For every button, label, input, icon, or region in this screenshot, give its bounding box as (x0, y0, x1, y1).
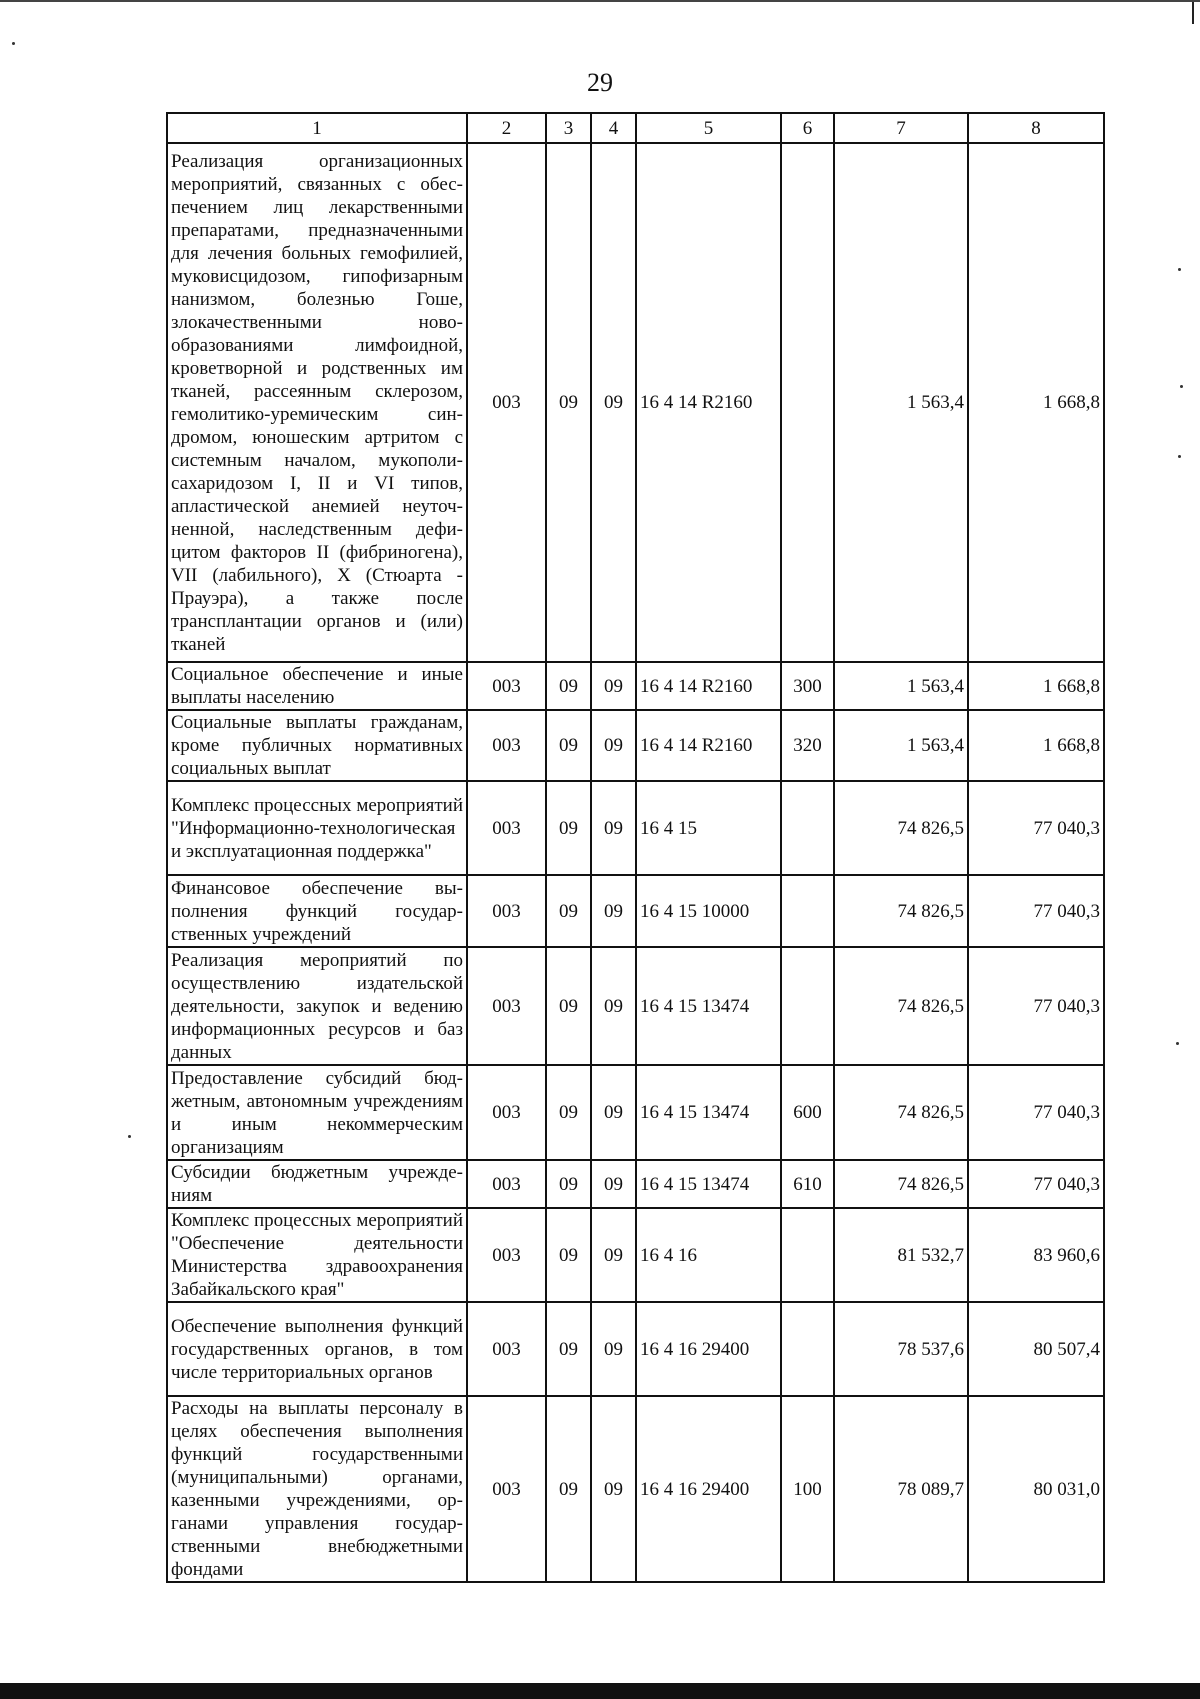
page-number: 29 (587, 68, 613, 97)
cell-col7: 1 563,4 (834, 710, 968, 781)
cell-col7: 78 537,6 (834, 1302, 968, 1396)
cell-col2: 003 (467, 1065, 546, 1160)
cell-col5: 16 4 15 13474 (636, 1065, 781, 1160)
col-header-3: 3 (546, 113, 591, 143)
cell-col8: 80 507,4 (968, 1302, 1104, 1396)
cell-col4: 09 (591, 1208, 636, 1302)
cell-col6 (781, 143, 834, 662)
cell-col7: 74 826,5 (834, 875, 968, 947)
table-row (167, 1065, 1104, 1160)
cell-col7: 78 089,7 (834, 1396, 968, 1582)
cell-col5: 16 4 14 R2160 (636, 662, 781, 710)
cell-col3: 09 (546, 1208, 591, 1302)
table-row (167, 1396, 1104, 1582)
scan-bottom-edge (0, 1683, 1200, 1699)
row-name: Реализация мероприятий по осуществлению издательской деятельности, закупок и ведению информационных ресурсов и баз данных (167, 947, 467, 1065)
cell-col8: 80 031,0 (968, 1396, 1104, 1582)
cell-col3: 09 (546, 1396, 591, 1582)
table-row (167, 1160, 1104, 1208)
col-header-7: 7 (834, 113, 968, 143)
cell-col8: 1 668,8 (968, 662, 1104, 710)
table-row (167, 781, 1104, 875)
row-name: Реализация организационных мероприятий, связанных с обеспечением лиц лекарственными препаратами, предназначенными для лечения больных гемофилией, муковисцидозом, гипофизарным нанизмом, болезнью Гоше, злокачественными новообразованиями лимфоидной, кроветворной и родственных им тканей, рассеянным склерозом, гемолитико-уремическим синдромом, юношеским артритом с системным началом, мукополисахаридозом I, II и VI типов, апластической анемией неуточненной, наследственным дефицитом факторов II (фибриногена), VII (лабильного), X (Стюарта - Прауэра), а также после трансплантации органов и (или) тканей (167, 143, 467, 662)
table-row (167, 1302, 1104, 1396)
scan-speck (128, 1135, 131, 1138)
cell-col8: 77 040,3 (968, 947, 1104, 1065)
col-header-2: 2 (467, 113, 546, 143)
cell-col2: 003 (467, 947, 546, 1065)
cell-col3: 09 (546, 947, 591, 1065)
cell-col4: 09 (591, 1160, 636, 1208)
cell-col8: 77 040,3 (968, 875, 1104, 947)
cell-col5: 16 4 15 10000 (636, 875, 781, 947)
scan-top-edge (0, 0, 1200, 2)
col-header-4: 4 (591, 113, 636, 143)
cell-col4: 09 (591, 781, 636, 875)
cell-col4: 09 (591, 947, 636, 1065)
cell-col7: 74 826,5 (834, 1065, 968, 1160)
table-row (167, 710, 1104, 781)
cell-col6: 600 (781, 1065, 834, 1160)
table-row (167, 875, 1104, 947)
cell-col2: 003 (467, 710, 546, 781)
cell-col8: 77 040,3 (968, 1065, 1104, 1160)
cell-col3: 09 (546, 781, 591, 875)
cell-col7: 74 826,5 (834, 947, 968, 1065)
cell-col5: 16 4 14 R2160 (636, 143, 781, 662)
table-row (167, 143, 1104, 662)
cell-col8: 1 668,8 (968, 710, 1104, 781)
cell-col6: 610 (781, 1160, 834, 1208)
cell-col7: 74 826,5 (834, 1160, 968, 1208)
cell-col7: 1 563,4 (834, 143, 968, 662)
cell-col6: 300 (781, 662, 834, 710)
cell-col8: 77 040,3 (968, 781, 1104, 875)
scan-speck (1176, 1042, 1179, 1045)
row-name: Обеспечение выполнения функций государственных органов, в том числе территориальных органов (167, 1302, 467, 1396)
cell-col3: 09 (546, 143, 591, 662)
col-header-8: 8 (968, 113, 1104, 143)
table-row (167, 1208, 1104, 1302)
cell-col2: 003 (467, 143, 546, 662)
cell-col2: 003 (467, 1208, 546, 1302)
row-name: Социальные выплаты гражданам, кроме публичных нормативных социальных выплат (167, 710, 467, 781)
cell-col6 (781, 1302, 834, 1396)
cell-col7: 81 532,7 (834, 1208, 968, 1302)
col-header-5: 5 (636, 113, 781, 143)
budget-table (166, 112, 1105, 1583)
cell-col6: 320 (781, 710, 834, 781)
cell-col4: 09 (591, 1065, 636, 1160)
cell-col2: 003 (467, 1160, 546, 1208)
scan-speck (1178, 268, 1181, 271)
col-header-1: 1 (167, 113, 467, 143)
table-row (167, 662, 1104, 710)
cell-col5: 16 4 16 (636, 1208, 781, 1302)
cell-col7: 74 826,5 (834, 781, 968, 875)
row-name: Субсидии бюджетным учреждениям (167, 1160, 467, 1208)
row-name: Расходы на выплаты персоналу в целях обеспечения выполнения функций государственными (муниципальными) органами, казенными учреждениями, органами управления государственными внебюджетными фондами (167, 1396, 467, 1582)
cell-col5: 16 4 14 R2160 (636, 710, 781, 781)
header-row (167, 113, 1104, 143)
cell-col5: 16 4 16 29400 (636, 1302, 781, 1396)
cell-col6: 100 (781, 1396, 834, 1582)
cell-col2: 003 (467, 1396, 546, 1582)
table-row (167, 947, 1104, 1065)
cell-col5: 16 4 15 13474 (636, 1160, 781, 1208)
cell-col6 (781, 781, 834, 875)
scan-speck (1180, 385, 1183, 388)
cell-col3: 09 (546, 875, 591, 947)
cell-col4: 09 (591, 143, 636, 662)
cell-col4: 09 (591, 710, 636, 781)
col-header-6: 6 (781, 113, 834, 143)
cell-col6 (781, 947, 834, 1065)
cell-col2: 003 (467, 875, 546, 947)
row-name: Предоставление субсидий бюджетным, автономным учреждениям и иным некоммерческим организациям (167, 1065, 467, 1160)
cell-col3: 09 (546, 1160, 591, 1208)
cell-col4: 09 (591, 1396, 636, 1582)
cell-col3: 09 (546, 1065, 591, 1160)
cell-col4: 09 (591, 1302, 636, 1396)
cell-col2: 003 (467, 781, 546, 875)
cell-col4: 09 (591, 875, 636, 947)
scan-speck (1178, 455, 1181, 458)
scan-speck (12, 42, 15, 45)
cell-col8: 77 040,3 (968, 1160, 1104, 1208)
row-name: Комплекс процессных мероприятий "Информационно-технологическая и эксплуатационная поддержка" (167, 781, 467, 875)
cell-col5: 16 4 16 29400 (636, 1396, 781, 1582)
cell-col8: 83 960,6 (968, 1208, 1104, 1302)
row-name: Комплекс процессных мероприятий "Обеспечение деятельности Министерства здравоохранения Забайкальского края" (167, 1208, 467, 1302)
cell-col8: 1 668,8 (968, 143, 1104, 662)
cell-col4: 09 (591, 662, 636, 710)
cell-col2: 003 (467, 1302, 546, 1396)
scan-edge-mark (1192, 2, 1194, 24)
cell-col2: 003 (467, 662, 546, 710)
cell-col5: 16 4 15 (636, 781, 781, 875)
row-name: Финансовое обеспечение выполнения функций государственных учреждений (167, 875, 467, 947)
row-name: Социальное обеспечение и иные выплаты населению (167, 662, 467, 710)
cell-col6 (781, 1208, 834, 1302)
cell-col7: 1 563,4 (834, 662, 968, 710)
cell-col6 (781, 875, 834, 947)
cell-col3: 09 (546, 662, 591, 710)
cell-col3: 09 (546, 1302, 591, 1396)
cell-col5: 16 4 15 13474 (636, 947, 781, 1065)
cell-col3: 09 (546, 710, 591, 781)
